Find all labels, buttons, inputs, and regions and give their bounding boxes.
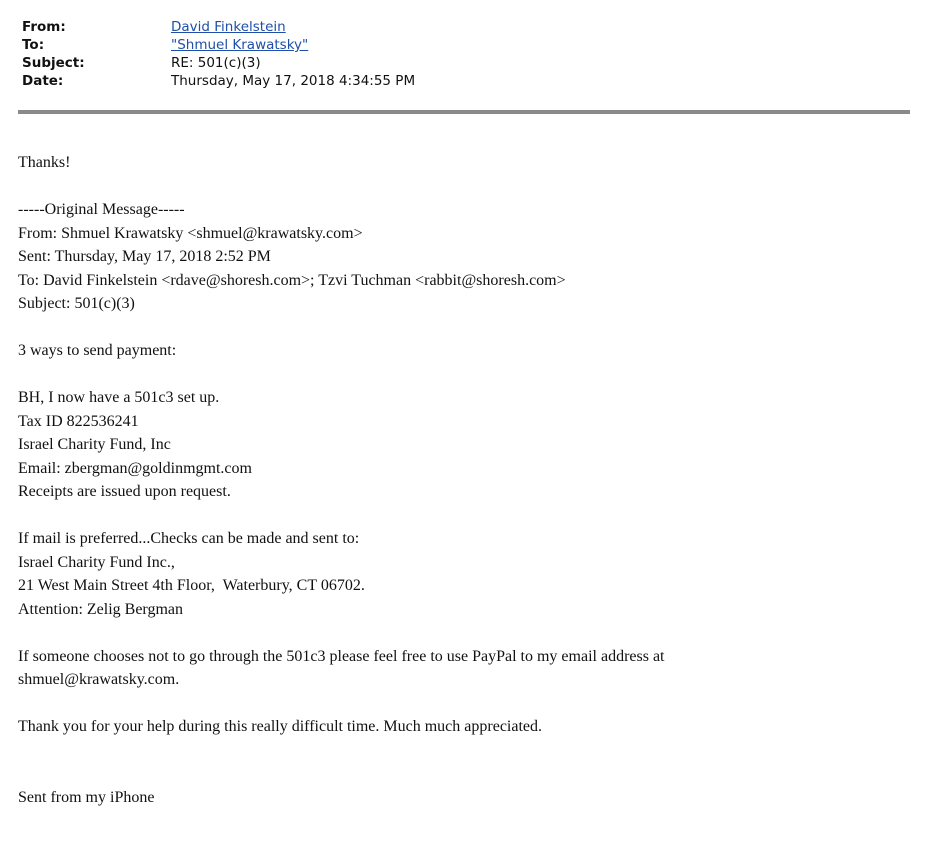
spacer (18, 692, 918, 716)
date-value: Thursday, May 17, 2018 4:34:55 PM (171, 73, 416, 89)
original-to: To: David Finkelstein <rdave@shoresh.com>; Tzvi Tuchman <rabbit@shoresh.com> (18, 271, 566, 289)
charity-details (18, 386, 918, 504)
paypal-instructions (18, 645, 918, 692)
original-separator: -----Original Message----- (18, 201, 185, 218)
mail-line: 21 West Main Street 4th Floor, Waterbury, CT 06702. (18, 577, 365, 594)
from-label: From: (22, 19, 66, 35)
reply-text: Thanks! (18, 154, 71, 171)
subject-value: RE: 501(c)(3) (171, 55, 261, 71)
mail-line: Attention: Zelig Bergman (18, 600, 184, 618)
from-link[interactable]: David Finkelstein (171, 19, 286, 35)
spacer (18, 363, 918, 387)
date-label: Date: (22, 73, 64, 89)
to-link[interactable]: "Shmuel Krawatsky" (171, 37, 309, 53)
paypal-line: shmuel@krawatsky.com. (18, 671, 180, 688)
charity-line: Receipts are issued upon request. (18, 483, 231, 500)
original-message-header (18, 198, 918, 316)
spacer (18, 621, 918, 645)
payment-intro: 3 ways to send payment: (18, 342, 177, 359)
spacer (18, 504, 918, 528)
email-body (18, 151, 918, 809)
spacer (18, 739, 918, 786)
mail-line: Israel Charity Fund Inc., (18, 553, 175, 571)
charity-line: BH, I now have a 501c3 set up. (18, 389, 220, 406)
to-label: To: (22, 37, 45, 53)
mail-line: If mail is preferred...Checks can be made and sent to: (18, 530, 360, 547)
charity-line: Israel Charity Fund, Inc (18, 436, 171, 453)
spacer (18, 316, 918, 340)
mail-instructions (18, 527, 918, 621)
original-sent: Sent: Thursday, May 17, 2018 2:52 PM (18, 248, 271, 265)
charity-line: Email: zbergman@goldinmgmt.com (18, 459, 252, 477)
subject-label: Subject: (22, 55, 85, 71)
original-subject: Subject: 501(c)(3) (18, 295, 135, 312)
charity-line: Tax ID 822536241 (18, 412, 139, 430)
header-divider (18, 110, 910, 114)
signature: Sent from my iPhone (18, 788, 155, 806)
original-from: From: Shmuel Krawatsky <shmuel@krawatsky.com> (18, 224, 363, 242)
spacer (18, 175, 918, 199)
thank-you-text: Thank you for your help during this really difficult time. Much much appreciated. (18, 718, 543, 735)
paypal-line: If someone chooses not to go through the 501c3 please feel free to use PayPal to my email address at (18, 647, 665, 665)
